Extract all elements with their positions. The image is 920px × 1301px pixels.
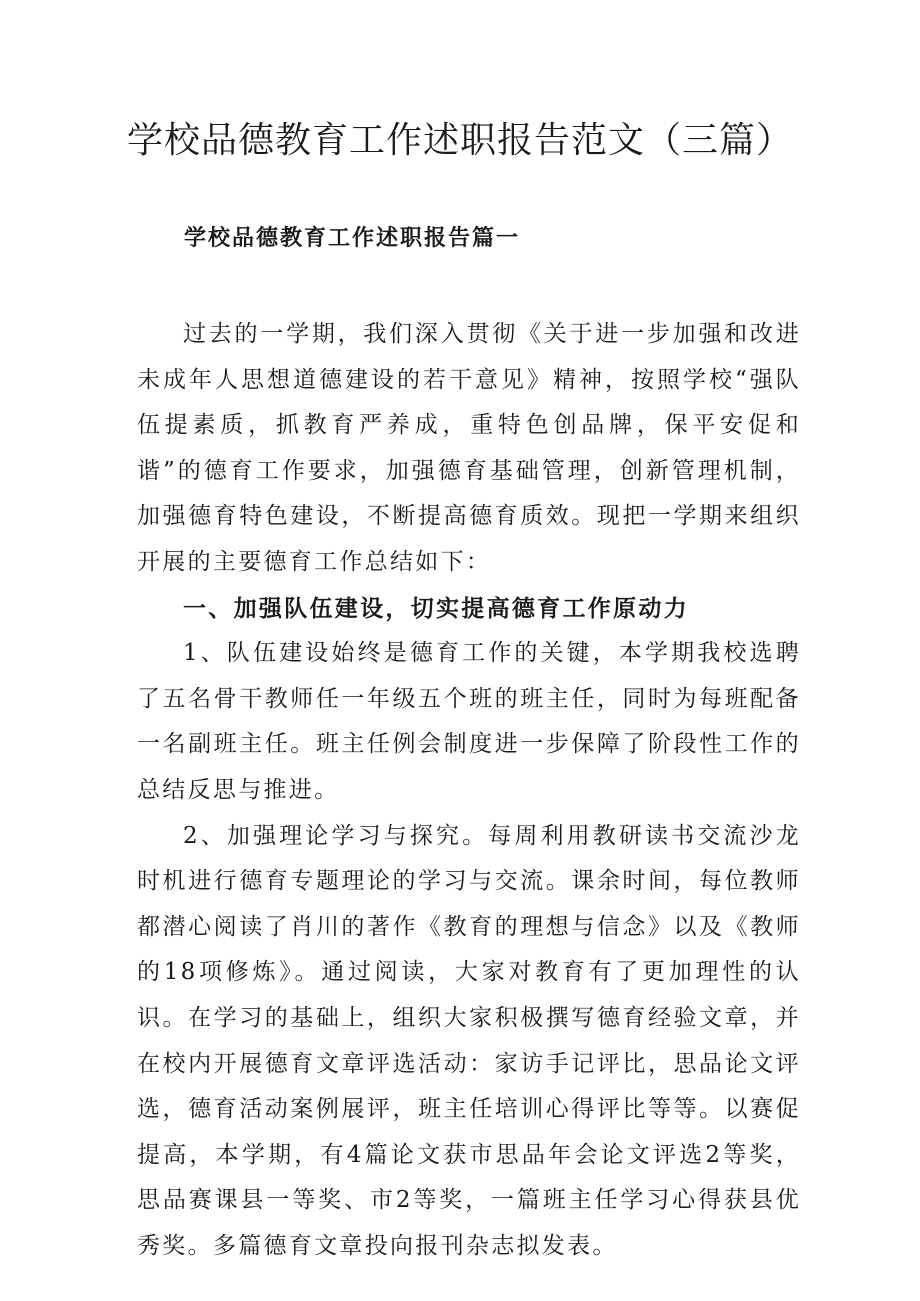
paragraph-item-2: 2、加强理论学习与探究。每周利用教研读书交流沙龙时机进行德育专题理论的学习与交流。课余时间，每位教师都潜心阅读了肖川的著作《教育的理想与信念》以及《教师的18项修炼》。通过阅读，大家对教育有了更加理性的认识。在学习的基础上，组织大家积极撰写德育经验文章，并在校内开展德育文章评选活动：家访手记评比，思品论文评选，德育活动案例展评，班主任培训心得评比等等。以赛促提高，本学期，有4篇论文获市思品年会论文评选2等奖，思品赛课县一等奖、市2等奖，一篇班主任学习心得获县优秀奖。多篇德育文章投向报刊杂志拟发表。 xyxy=(137,822,801,1259)
document-title: 学校品德教育工作述职报告范文（三篇） xyxy=(126,120,793,161)
section-heading: 一、加强队伍建设，切实提高德育工作原动力 xyxy=(183,594,689,622)
section-title: 学校品德教育工作述职报告篇一 xyxy=(184,225,521,251)
document-body xyxy=(137,312,801,1269)
paragraph-intro: 过去的一学期，我们深入贯彻《关于进一步加强和改进未成年人思想道德建设的若干意见》精神，按照学校“强队伍提素质，抓教育严养成，重特色创品牌，保平安促和谐”的德育工作要求，加强德育基础管理，创新管理机制，加强德育特色建设，不断提高德育质效。现把一学期来组织开展的主要德育工作总结如下： xyxy=(137,321,801,575)
paragraph-item-1: 1、队伍建设始终是德育工作的关键，本学期我校选聘了五名骨干教师任一年级五个班的班主任，同时为每班配备一名副班主任。班主任例会制度进一步保障了阶段性工作的总结反思与推进。 xyxy=(137,640,801,803)
